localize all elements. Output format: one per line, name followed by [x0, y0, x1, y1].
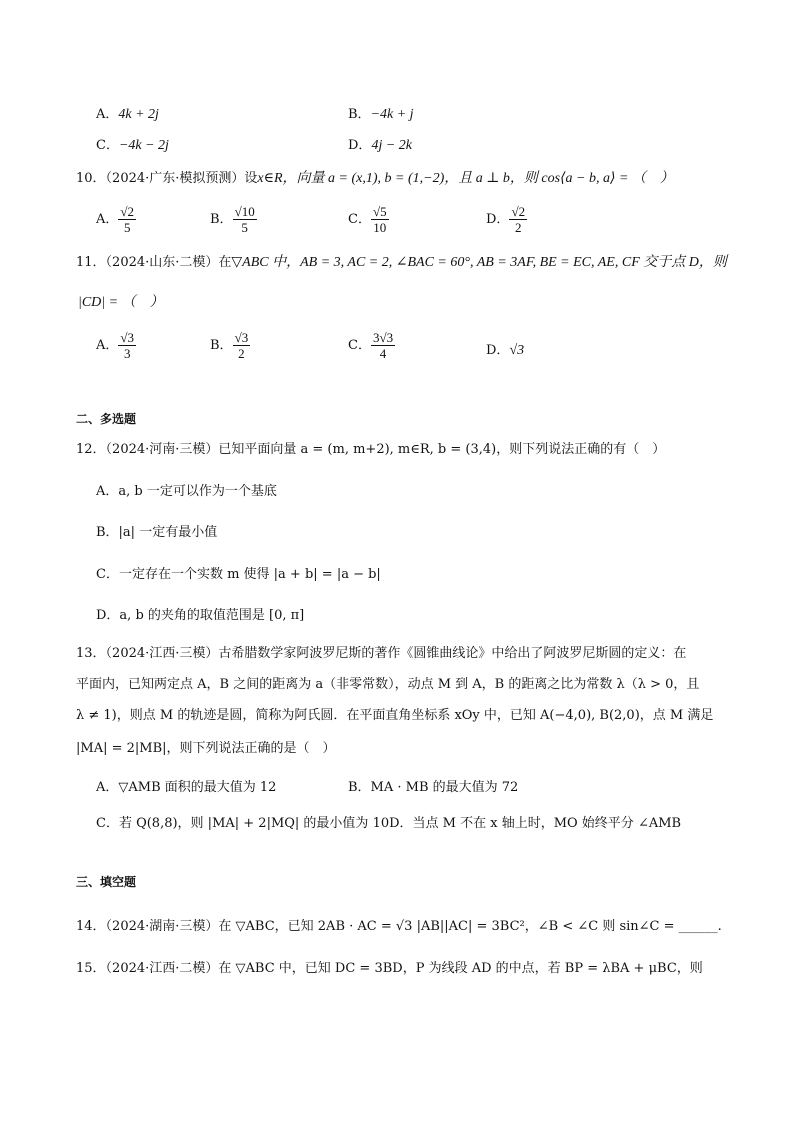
q13-option-a: A．▽AMB 面积的最大值为 12 — [96, 780, 277, 795]
section-heading-fill-in: 三、填空题 — [76, 875, 137, 889]
q9-option-a — [96, 103, 159, 123]
denominator: 4 — [379, 346, 387, 361]
option-label: A． — [96, 107, 119, 122]
denominator: 5 — [123, 220, 131, 235]
q11-option-d — [486, 339, 524, 359]
option-fraction — [233, 330, 251, 361]
numerator: √2 — [120, 204, 135, 219]
q12-option-b: B．|a| 一定有最小值 — [96, 525, 218, 540]
q15-stem: 15．（2024·江西·二模）在 ▽ABC 中，已知 DC = 3BD，P 为线段 AD 的中点，若 BP = λBA + μBC，则 — [76, 961, 703, 976]
option-fraction — [371, 330, 395, 361]
q12-option-c: C．一定存在一个实数 m 使得 |a + b| = |a − b| — [96, 567, 381, 582]
option-expr: 4j − 2k — [371, 138, 412, 153]
q13-option-b: B．MA · MB 的最大值为 72 — [348, 780, 519, 795]
q9-option-c — [96, 134, 169, 154]
q11-stem — [76, 254, 727, 272]
option-expr: −4k − 2j — [118, 138, 169, 153]
option-label: D． — [486, 343, 510, 358]
option-fraction — [233, 204, 257, 235]
option-label: C． — [348, 338, 371, 353]
q14-stem: 14．（2024·湖南·三模）在 ▽ABC，已知 2AB · AC = √3 |AB||AC| = 3BC²，∠B < ∠C 则 sin∠C = ______. — [76, 919, 722, 934]
option-fraction — [118, 204, 136, 235]
denominator: 5 — [241, 220, 248, 235]
q11-condition: ▽ABC 中，AB = 3, AC = 2, ∠BAC = 60°, AB = 3AF, BE = EC, AE, CF 交于点 D，则 — [231, 255, 727, 270]
q12-option-d: D．a, b 的夹角的取值范围是 [0, π] — [96, 608, 305, 623]
numerator: √3 — [120, 330, 135, 345]
q9-option-d — [348, 134, 412, 154]
q11-option-a — [96, 330, 136, 361]
denominator: 2 — [515, 220, 522, 235]
q13-option-cd: C．若 Q(8,8)，则 |MA| + 2|MQ| 的最小值为 10D．当点 M 不在 x 轴上时，MO 始终平分 ∠AMB — [96, 816, 682, 831]
q10-option-c — [348, 204, 389, 235]
q11-option-c — [348, 330, 395, 361]
option-expr: 4k + 2j — [118, 107, 159, 122]
q13-line-4: |MA| = 2|MB|，则下列说法正确的是（ ） — [76, 741, 336, 756]
denominator: 3 — [123, 346, 131, 361]
option-label: C． — [348, 212, 371, 227]
q11-condition-2: |CD| = （ ） — [78, 295, 164, 310]
q10-condition: x∈R，向量 a = (x,1), b = (1,−2)，且 a ⊥ b，则 cos⟨a − b, a⟩ = （ ） — [257, 171, 674, 186]
option-label: B． — [348, 107, 371, 122]
q10-option-b — [210, 204, 257, 235]
denominator: 2 — [238, 346, 245, 361]
q11-stem-2 — [78, 294, 164, 312]
option-label: C． — [96, 138, 119, 153]
denominator: 10 — [373, 220, 387, 235]
option-label: D． — [348, 138, 372, 153]
q10-option-a — [96, 204, 136, 235]
numerator: √3 — [234, 330, 249, 345]
option-label: A． — [96, 338, 119, 353]
option-expr: √3 — [509, 343, 525, 358]
section-heading-multiple-choice: 二、多选题 — [76, 412, 137, 426]
q10-stem-text: 10．（2024·广东·模拟预测）设 — [76, 171, 258, 186]
q12-stem: 12．（2024·河南·三模）已知平面向量 a = (m, m+2), m∈R, b = (3,4)，则下列说法正确的有（ ） — [76, 442, 666, 457]
q13-line-2: 平面内，已知两定点 A，B 之间的距离为 a（非零常数），动点 M 到 A，B 的距离之比为常数 λ（λ > 0，且 — [76, 677, 700, 692]
option-fraction — [509, 204, 527, 235]
q12-option-a: A．a, b 一定可以作为一个基底 — [96, 484, 277, 499]
option-label: B． — [210, 338, 233, 353]
option-fraction — [118, 330, 136, 361]
q13-line-1: 13．（2024·江西·三模）古希腊数学家阿波罗尼斯的著作《圆锥曲线论》中给出了阿波罗尼斯圆的定义：在 — [76, 646, 687, 661]
option-label: D． — [486, 212, 510, 227]
numerator: √2 — [511, 204, 526, 219]
q13-line-3: λ ≠ 1)，则点 M 的轨迹是圆，简称为阿氏圆．在平面直角坐标系 xOy 中，已知 A(−4,0), B(2,0)，点 M 满足 — [76, 708, 714, 723]
q10-stem — [76, 170, 674, 188]
q11-stem-text: 11．（2024·山东·二模）在 — [76, 255, 232, 270]
q10-option-d — [486, 204, 527, 235]
q11-option-b — [210, 330, 250, 361]
option-label: A． — [96, 212, 119, 227]
option-fraction — [371, 204, 389, 235]
numerator: √5 — [372, 204, 387, 219]
option-expr: −4k + j — [370, 107, 414, 122]
numerator: 3√3 — [372, 330, 394, 345]
option-label: B． — [210, 212, 233, 227]
numerator: √10 — [234, 204, 255, 219]
q9-option-b — [348, 103, 414, 123]
